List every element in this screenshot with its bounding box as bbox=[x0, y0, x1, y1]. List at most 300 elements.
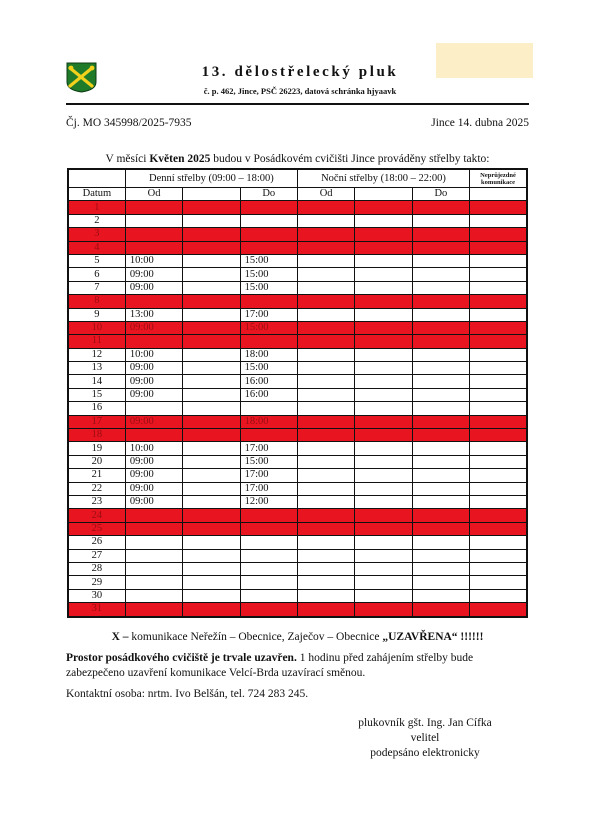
day-blank-cell bbox=[183, 495, 240, 508]
night-blank-cell bbox=[355, 348, 412, 361]
night-to-cell bbox=[412, 442, 469, 455]
night-blank-cell bbox=[355, 455, 412, 468]
day-from-cell bbox=[125, 241, 182, 254]
intro-month: Květen 2025 bbox=[149, 153, 211, 165]
permanent-rest: 1 hodinu před zahájením střelby bude zabezpečeno uzavření komunikace Velcí-Brda uzavírací směnou. bbox=[66, 652, 474, 679]
signature-name: plukovník gšt. Ing. Jan Cífka bbox=[358, 717, 492, 729]
date-cell: 12 bbox=[68, 348, 125, 361]
table-row bbox=[68, 495, 527, 508]
note-cell bbox=[470, 536, 527, 549]
night-blank-cell bbox=[355, 482, 412, 495]
night-to-header: Do bbox=[412, 188, 469, 201]
night-to-cell bbox=[412, 522, 469, 535]
day-to-cell: 15:00 bbox=[240, 281, 297, 294]
night-from-cell bbox=[297, 268, 354, 281]
day-from-cell bbox=[125, 295, 182, 308]
night-blank-cell bbox=[355, 295, 412, 308]
night-from-cell bbox=[297, 335, 354, 348]
night-from-cell bbox=[297, 281, 354, 294]
day-blank-cell bbox=[183, 576, 240, 589]
night-blank-cell bbox=[355, 214, 412, 227]
day-from-cell: 09:00 bbox=[125, 482, 182, 495]
date-cell: 26 bbox=[68, 536, 125, 549]
night-from-cell bbox=[297, 375, 354, 388]
night-from-cell bbox=[297, 201, 354, 214]
night-blank-cell bbox=[355, 388, 412, 401]
signature-block bbox=[340, 716, 510, 761]
day-blank-cell bbox=[183, 281, 240, 294]
day-empty-header bbox=[183, 188, 240, 201]
date-cell: 2 bbox=[68, 214, 125, 227]
day-blank-cell bbox=[183, 442, 240, 455]
table-row bbox=[68, 549, 527, 562]
day-blank-cell bbox=[183, 589, 240, 602]
note-cell bbox=[470, 509, 527, 522]
note-cell bbox=[470, 241, 527, 254]
table-row bbox=[68, 335, 527, 348]
night-blank-cell bbox=[355, 429, 412, 442]
night-to-cell bbox=[412, 495, 469, 508]
day-blank-cell bbox=[183, 402, 240, 415]
day-to-cell: 15:00 bbox=[240, 455, 297, 468]
day-from-cell bbox=[125, 589, 182, 602]
night-blank-cell bbox=[355, 402, 412, 415]
night-to-cell bbox=[412, 562, 469, 575]
night-to-cell bbox=[412, 429, 469, 442]
crossed-cannons-emblem-icon bbox=[66, 62, 97, 93]
night-blank-cell bbox=[355, 335, 412, 348]
date-cell: 31 bbox=[68, 603, 125, 617]
night-to-cell bbox=[412, 469, 469, 482]
date-cell: 9 bbox=[68, 308, 125, 321]
table-row bbox=[68, 214, 527, 227]
day-blank-cell bbox=[183, 415, 240, 428]
header-empty bbox=[68, 169, 125, 188]
night-from-cell bbox=[297, 214, 354, 227]
note-cell bbox=[470, 308, 527, 321]
night-to-cell bbox=[412, 335, 469, 348]
night-to-cell bbox=[412, 603, 469, 617]
night-from-cell bbox=[297, 348, 354, 361]
day-blank-cell bbox=[183, 308, 240, 321]
day-blank-cell bbox=[183, 348, 240, 361]
night-to-cell bbox=[412, 375, 469, 388]
night-to-cell bbox=[412, 388, 469, 401]
day-to-cell: 15:00 bbox=[240, 268, 297, 281]
closure-status: „UZAVŘENA“ !!!!!! bbox=[382, 631, 484, 643]
note-cell bbox=[470, 589, 527, 602]
header-rule bbox=[66, 103, 529, 105]
date-cell: 15 bbox=[68, 388, 125, 401]
night-from-cell bbox=[297, 241, 354, 254]
night-to-cell bbox=[412, 241, 469, 254]
night-blank-cell bbox=[355, 509, 412, 522]
day-to-cell bbox=[240, 214, 297, 227]
day-to-cell bbox=[240, 228, 297, 241]
org-address: č. p. 462, Jince, PSČ 26223, datová schránka hjyaavk bbox=[203, 86, 397, 96]
day-from-cell: 13:00 bbox=[125, 308, 182, 321]
table-row bbox=[68, 268, 527, 281]
night-from-cell bbox=[297, 522, 354, 535]
day-from-cell: 09:00 bbox=[125, 321, 182, 334]
day-from-cell bbox=[125, 214, 182, 227]
table-row bbox=[68, 308, 527, 321]
intro-before: V měsíci bbox=[105, 153, 150, 165]
day-to-cell bbox=[240, 536, 297, 549]
note-cell bbox=[470, 549, 527, 562]
note-cell bbox=[470, 321, 527, 334]
table-row bbox=[68, 228, 527, 241]
date-cell: 24 bbox=[68, 509, 125, 522]
night-blank-cell bbox=[355, 241, 412, 254]
date-cell: 28 bbox=[68, 562, 125, 575]
night-blank-cell bbox=[355, 268, 412, 281]
night-to-cell bbox=[412, 509, 469, 522]
day-from-cell bbox=[125, 335, 182, 348]
night-from-cell bbox=[297, 455, 354, 468]
day-blank-cell bbox=[183, 603, 240, 617]
day-to-cell bbox=[240, 295, 297, 308]
night-to-cell bbox=[412, 281, 469, 294]
day-to-cell: 17:00 bbox=[240, 308, 297, 321]
note-cell bbox=[470, 455, 527, 468]
night-to-cell bbox=[412, 321, 469, 334]
night-from-cell bbox=[297, 442, 354, 455]
day-blank-cell bbox=[183, 214, 240, 227]
table-row bbox=[68, 589, 527, 602]
day-blank-cell bbox=[183, 562, 240, 575]
day-from-cell bbox=[125, 549, 182, 562]
day-blank-cell bbox=[183, 375, 240, 388]
day-to-cell: 17:00 bbox=[240, 442, 297, 455]
night-blank-cell bbox=[355, 589, 412, 602]
night-blank-cell bbox=[355, 549, 412, 562]
schedule-body bbox=[68, 201, 527, 617]
night-to-cell bbox=[412, 228, 469, 241]
closed-roads-header: Neprůjezdné komunikace bbox=[470, 169, 527, 188]
day-to-cell bbox=[240, 201, 297, 214]
note-cell bbox=[470, 335, 527, 348]
night-from-cell bbox=[297, 362, 354, 375]
day-to-cell: 18:00 bbox=[240, 348, 297, 361]
day-blank-cell bbox=[183, 335, 240, 348]
table-row bbox=[68, 429, 527, 442]
intro-after: budou v Posádkovém cvičišti Jince prováděny střelby takto: bbox=[210, 153, 490, 165]
day-from-cell: 10:00 bbox=[125, 348, 182, 361]
date-cell: 23 bbox=[68, 495, 125, 508]
note-cell bbox=[470, 562, 527, 575]
day-to-cell: 12:00 bbox=[240, 495, 297, 508]
day-to-cell: 16:00 bbox=[240, 388, 297, 401]
day-to-cell: 15:00 bbox=[240, 254, 297, 267]
day-from-cell bbox=[125, 536, 182, 549]
closure-text: komunikace Neřežín – Obecnice, Zaječov – Obecnice bbox=[128, 631, 383, 643]
day-to-cell bbox=[240, 509, 297, 522]
day-to-cell bbox=[240, 576, 297, 589]
night-from-cell bbox=[297, 415, 354, 428]
day-to-cell: 17:00 bbox=[240, 469, 297, 482]
day-blank-cell bbox=[183, 268, 240, 281]
day-blank-cell bbox=[183, 362, 240, 375]
note-cell bbox=[470, 415, 527, 428]
night-blank-cell bbox=[355, 281, 412, 294]
night-from-cell bbox=[297, 388, 354, 401]
permanent-bold: Prostor posádkového cvičiště je trvale uzavřen. bbox=[66, 652, 297, 664]
road-closure-notice bbox=[66, 631, 529, 643]
night-to-cell bbox=[412, 482, 469, 495]
night-to-cell bbox=[412, 455, 469, 468]
note-cell bbox=[470, 268, 527, 281]
day-to-cell: 18:00 bbox=[240, 415, 297, 428]
table-row bbox=[68, 375, 527, 388]
night-blank-cell bbox=[355, 362, 412, 375]
day-from-cell: 10:00 bbox=[125, 254, 182, 267]
note-cell bbox=[470, 482, 527, 495]
night-to-cell bbox=[412, 362, 469, 375]
place-date: Jince 14. dubna 2025 bbox=[431, 117, 529, 129]
night-from-cell bbox=[297, 228, 354, 241]
day-from-cell bbox=[125, 603, 182, 617]
night-blank-cell bbox=[355, 308, 412, 321]
night-from-cell bbox=[297, 536, 354, 549]
night-to-cell bbox=[412, 415, 469, 428]
night-from-cell bbox=[297, 482, 354, 495]
day-from-cell: 09:00 bbox=[125, 455, 182, 468]
date-cell: 25 bbox=[68, 522, 125, 535]
day-from-cell: 09:00 bbox=[125, 281, 182, 294]
note-cell bbox=[470, 402, 527, 415]
night-shooting-header: Noční střelby (18:00 – 22:00) bbox=[297, 169, 469, 188]
table-row bbox=[68, 241, 527, 254]
date-cell: 4 bbox=[68, 241, 125, 254]
day-blank-cell bbox=[183, 228, 240, 241]
day-from-cell bbox=[125, 576, 182, 589]
date-cell: 17 bbox=[68, 415, 125, 428]
day-to-cell bbox=[240, 241, 297, 254]
signature-role: velitel bbox=[410, 732, 440, 744]
signature-note: podepsáno elektronicky bbox=[370, 747, 480, 759]
day-to-cell bbox=[240, 429, 297, 442]
night-to-cell bbox=[412, 214, 469, 227]
night-from-cell bbox=[297, 321, 354, 334]
reference-number: Čj. MO 345998/2025-7935 bbox=[66, 117, 192, 129]
day-from-cell: 09:00 bbox=[125, 495, 182, 508]
day-to-cell: 16:00 bbox=[240, 375, 297, 388]
night-blank-cell bbox=[355, 201, 412, 214]
note-cell bbox=[470, 348, 527, 361]
date-cell: 16 bbox=[68, 402, 125, 415]
date-cell: 30 bbox=[68, 589, 125, 602]
night-blank-cell bbox=[355, 415, 412, 428]
day-blank-cell bbox=[183, 469, 240, 482]
day-to-cell bbox=[240, 589, 297, 602]
day-blank-cell bbox=[183, 321, 240, 334]
table-row bbox=[68, 348, 527, 361]
date-cell: 29 bbox=[68, 576, 125, 589]
night-to-cell bbox=[412, 201, 469, 214]
table-row bbox=[68, 254, 527, 267]
table-row bbox=[68, 362, 527, 375]
note-cell bbox=[470, 201, 527, 214]
note-cell bbox=[470, 388, 527, 401]
day-blank-cell bbox=[183, 536, 240, 549]
night-blank-cell bbox=[355, 495, 412, 508]
table-row bbox=[68, 442, 527, 455]
date-cell: 10 bbox=[68, 321, 125, 334]
day-to-cell bbox=[240, 522, 297, 535]
org-name: 13. dělostřelecký pluk bbox=[201, 64, 399, 80]
note-cell bbox=[470, 375, 527, 388]
note-cell bbox=[470, 495, 527, 508]
night-blank-cell bbox=[355, 469, 412, 482]
day-to-cell bbox=[240, 335, 297, 348]
day-from-cell: 09:00 bbox=[125, 469, 182, 482]
day-to-cell bbox=[240, 603, 297, 617]
night-from-cell bbox=[297, 295, 354, 308]
table-row bbox=[68, 281, 527, 294]
night-to-cell bbox=[412, 268, 469, 281]
note-cell bbox=[470, 522, 527, 535]
contact-person: Kontaktní osoba: nrtm. Ivo Belšán, tel. 724 283 245. bbox=[66, 688, 309, 700]
table-row bbox=[68, 603, 527, 617]
note-cell bbox=[470, 281, 527, 294]
note-cell bbox=[470, 576, 527, 589]
night-from-cell bbox=[297, 549, 354, 562]
night-to-cell bbox=[412, 254, 469, 267]
day-blank-cell bbox=[183, 241, 240, 254]
day-from-cell bbox=[125, 228, 182, 241]
day-blank-cell bbox=[183, 549, 240, 562]
day-blank-cell bbox=[183, 455, 240, 468]
night-to-cell bbox=[412, 589, 469, 602]
day-blank-cell bbox=[183, 429, 240, 442]
night-empty-header bbox=[355, 188, 412, 201]
note-cell bbox=[470, 228, 527, 241]
night-from-cell bbox=[297, 562, 354, 575]
night-blank-cell bbox=[355, 603, 412, 617]
night-blank-cell bbox=[355, 562, 412, 575]
day-from-header: Od bbox=[125, 188, 182, 201]
date-cell: 18 bbox=[68, 429, 125, 442]
day-from-cell: 09:00 bbox=[125, 415, 182, 428]
date-cell: 6 bbox=[68, 268, 125, 281]
day-from-cell bbox=[125, 509, 182, 522]
date-cell: 11 bbox=[68, 335, 125, 348]
table-row bbox=[68, 509, 527, 522]
day-blank-cell bbox=[183, 388, 240, 401]
day-to-cell bbox=[240, 402, 297, 415]
day-blank-cell bbox=[183, 295, 240, 308]
date-cell: 20 bbox=[68, 455, 125, 468]
intro-text bbox=[66, 153, 529, 165]
night-blank-cell bbox=[355, 228, 412, 241]
night-blank-cell bbox=[355, 254, 412, 267]
day-from-cell bbox=[125, 402, 182, 415]
day-from-cell bbox=[125, 562, 182, 575]
night-blank-cell bbox=[355, 442, 412, 455]
day-to-cell bbox=[240, 549, 297, 562]
table-row bbox=[68, 522, 527, 535]
day-blank-cell bbox=[183, 254, 240, 267]
note-cell bbox=[470, 442, 527, 455]
date-cell: 19 bbox=[68, 442, 125, 455]
table-row bbox=[68, 321, 527, 334]
night-from-cell bbox=[297, 254, 354, 267]
note-empty-header bbox=[470, 188, 527, 201]
day-from-cell: 09:00 bbox=[125, 362, 182, 375]
night-blank-cell bbox=[355, 576, 412, 589]
night-to-cell bbox=[412, 308, 469, 321]
date-cell: 1 bbox=[68, 201, 125, 214]
note-cell bbox=[470, 254, 527, 267]
night-from-cell bbox=[297, 402, 354, 415]
day-from-cell: 09:00 bbox=[125, 375, 182, 388]
night-to-cell bbox=[412, 295, 469, 308]
date-cell: 22 bbox=[68, 482, 125, 495]
table-row bbox=[68, 388, 527, 401]
date-cell: 3 bbox=[68, 228, 125, 241]
date-column-header: Datum bbox=[68, 188, 125, 201]
note-cell bbox=[470, 214, 527, 227]
day-from-cell: 10:00 bbox=[125, 442, 182, 455]
day-to-cell: 17:00 bbox=[240, 482, 297, 495]
table-row bbox=[68, 576, 527, 589]
table-row bbox=[68, 415, 527, 428]
day-from-cell: 09:00 bbox=[125, 388, 182, 401]
night-from-cell bbox=[297, 576, 354, 589]
table-row bbox=[68, 482, 527, 495]
night-from-cell bbox=[297, 495, 354, 508]
night-from-cell bbox=[297, 603, 354, 617]
night-to-cell bbox=[412, 536, 469, 549]
date-cell: 14 bbox=[68, 375, 125, 388]
day-blank-cell bbox=[183, 201, 240, 214]
day-blank-cell bbox=[183, 482, 240, 495]
night-to-cell bbox=[412, 402, 469, 415]
closure-marker: X – bbox=[111, 631, 129, 643]
night-blank-cell bbox=[355, 522, 412, 535]
date-cell: 27 bbox=[68, 549, 125, 562]
note-cell bbox=[470, 295, 527, 308]
day-from-cell: 09:00 bbox=[125, 268, 182, 281]
table-row bbox=[68, 201, 527, 214]
date-cell: 13 bbox=[68, 362, 125, 375]
day-to-cell bbox=[240, 562, 297, 575]
night-from-cell bbox=[297, 509, 354, 522]
day-blank-cell bbox=[183, 509, 240, 522]
night-blank-cell bbox=[355, 321, 412, 334]
date-cell: 7 bbox=[68, 281, 125, 294]
night-to-cell bbox=[412, 576, 469, 589]
night-from-header: Od bbox=[297, 188, 354, 201]
schedule-table bbox=[67, 168, 528, 618]
table-row bbox=[68, 455, 527, 468]
night-from-cell bbox=[297, 469, 354, 482]
table-row bbox=[68, 562, 527, 575]
night-from-cell bbox=[297, 589, 354, 602]
day-shooting-header: Denní střelby (09:00 – 18:00) bbox=[125, 169, 297, 188]
night-from-cell bbox=[297, 429, 354, 442]
night-blank-cell bbox=[355, 536, 412, 549]
date-cell: 5 bbox=[68, 254, 125, 267]
table-row bbox=[68, 402, 527, 415]
table-row bbox=[68, 295, 527, 308]
table-row bbox=[68, 536, 527, 549]
note-cell bbox=[470, 469, 527, 482]
note-cell bbox=[470, 362, 527, 375]
day-to-header: Do bbox=[240, 188, 297, 201]
night-from-cell bbox=[297, 308, 354, 321]
